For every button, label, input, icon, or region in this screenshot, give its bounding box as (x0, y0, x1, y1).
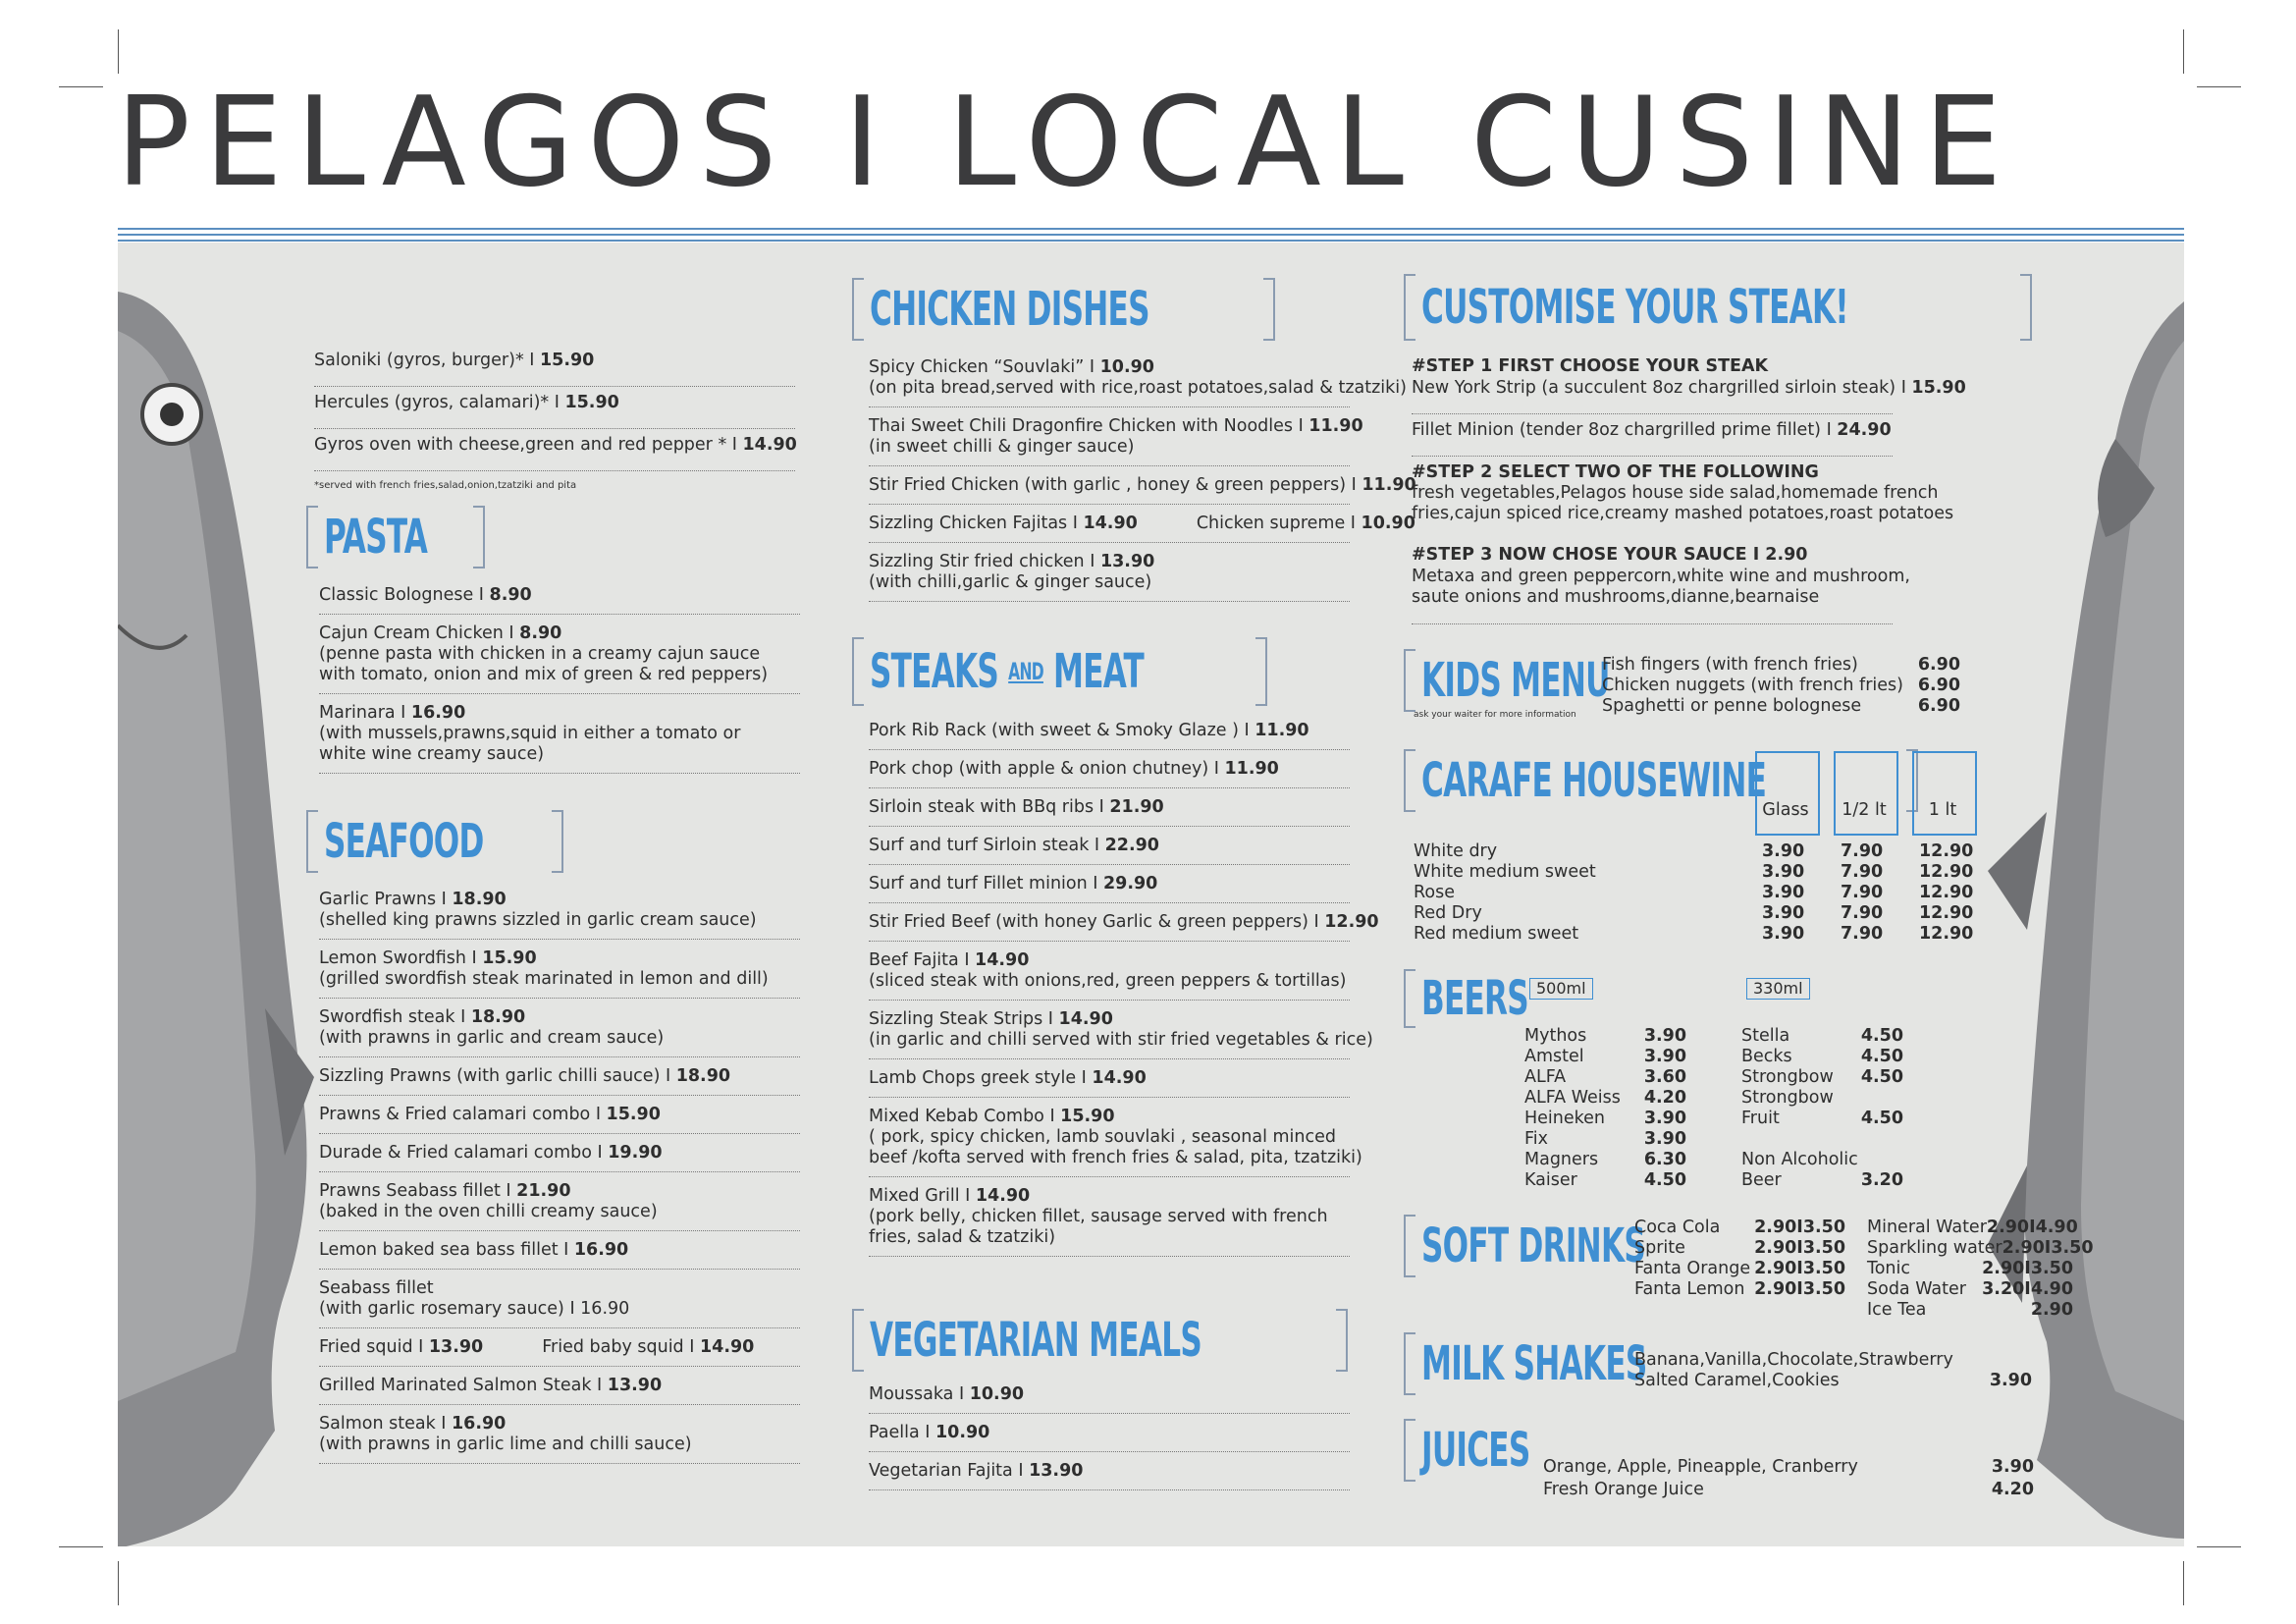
step-1-heading: #STEP 1 FIRST CHOOSE YOUR STEAK (1412, 356, 1769, 376)
menu-item: Beer 3.20 (1741, 1170, 1903, 1190)
wine-size-label: 1/2 lt (1842, 800, 1887, 820)
column-right (118, 243, 2094, 1546)
dotted-divider (1412, 413, 1893, 414)
wine-size-label: Glass (1762, 800, 1809, 820)
wine-price: 7.90 (1841, 883, 1884, 902)
menu-item: Lemon Swordfish I 15.90 (319, 948, 537, 968)
fish-illustration-right (1988, 301, 2184, 1539)
wine-size-box (1755, 751, 1820, 836)
menu-item: Strongbow 4.50 (1741, 1067, 1903, 1087)
wine-price: 7.90 (1841, 862, 1884, 882)
crop-mark (2197, 86, 2241, 87)
menu-item: Pork chop (with apple & onion chutney) I 11.90 (869, 759, 1279, 779)
menu-item-description: fries, salad & tzatziki) (869, 1227, 1056, 1247)
menu-item-description: (sliced steak with onions,red, green peppers & tortillas) (869, 971, 1347, 991)
menu-item-description: (with mussels,prawns,squid in either a tomato or (319, 724, 741, 743)
menu-item: Salmon steak I 16.90 (319, 1414, 507, 1434)
header-stripe (118, 234, 2184, 236)
menu-item: Garlic Prawns I 18.90 (319, 890, 507, 909)
wine-price: 3.90 (1762, 841, 1805, 861)
menu-item: Moussaka I 10.90 (869, 1384, 1025, 1404)
crop-mark (59, 1546, 103, 1547)
menu-item: Prawns Seabass fillet I 21.90 (319, 1181, 571, 1201)
menu-item: Lemon baked sea bass fillet I 16.90 (319, 1240, 629, 1260)
steak-option: Fillet Minion (tender 8oz chargrilled prime fillet) I 24.90 (1412, 420, 1892, 440)
menu-item: Sizzling Prawns (with garlic chilli sauce) I 18.90 (319, 1066, 731, 1086)
wine-size-box (1834, 751, 1898, 836)
header-stripe (118, 228, 2184, 230)
wine-price: 12.90 (1919, 903, 1974, 923)
menu-item: Tonic 2.90I3.50 (1867, 1259, 2073, 1278)
menu-item: Ice Tea 2.90 (1867, 1300, 2073, 1320)
menu-item: Stir Fried Chicken (with garlic , honey & green peppers) I 11.90 (869, 475, 1416, 495)
step-3-text: saute onions and mushrooms,dianne,bearnaise (1412, 587, 1820, 607)
wine-price: 7.90 (1841, 841, 1884, 861)
menu-item-description: with tomato, onion and mix of green & red peppers) (319, 665, 769, 684)
menu-item: Sirloin steak with BBq ribs I 21.90 (869, 797, 1164, 817)
menu-board (118, 243, 2184, 1546)
wine-price: 3.90 (1762, 862, 1805, 882)
section-header-vegetarian-meals: VEGETARIAN MEALS (852, 1309, 1348, 1372)
wine-price: 3.90 (1762, 924, 1805, 944)
menu-item: Sizzling Stir fried chicken I 13.90 (869, 552, 1155, 571)
menu-item: Swordfish steak I 18.90 (319, 1007, 526, 1027)
menu-item: Fanta Orange 2.90I3.50 (1634, 1259, 1845, 1278)
menu-item: Saloniki (gyros, burger)* I 15.90 (314, 351, 595, 370)
served-with-note: *served with french fries,salad,onion,tzatziki and pita (314, 480, 577, 491)
step-2-text: fresh vegetables,Pelagos house side salad,homemade french (1412, 483, 1939, 503)
wine-price: 12.90 (1919, 862, 1974, 882)
crop-mark (118, 29, 119, 74)
dotted-divider (1412, 623, 1893, 624)
step-2-heading: #STEP 2 SELECT TWO OF THE FOLLOWING (1412, 462, 1819, 482)
section-header-kids-menu: KIDS MENU (1404, 649, 1688, 712)
menu-item: Fruit 4.50 (1741, 1109, 1903, 1128)
menu-item: Kaiser 4.50 (1524, 1170, 1686, 1190)
menu-item: Hercules (gyros, calamari)* I 15.90 (314, 393, 619, 412)
section-header-pasta: PASTA (306, 506, 485, 568)
wine-name: Rose (1414, 883, 1455, 902)
menu-item: Prawns & Fried calamari combo I 15.90 (319, 1105, 661, 1124)
section-header-juices: JUICES (1404, 1419, 1577, 1482)
menu-item: Non Alcoholic (1741, 1150, 1858, 1169)
wine-name: Red medium sweet (1414, 924, 1579, 944)
step-3-text: Metaxa and green peppercorn,white wine and mushroom, (1412, 567, 1910, 586)
section-header-chicken-dishes: CHICKEN DISHES (852, 278, 1275, 341)
kids-note: ask your waiter for more information (1414, 710, 1576, 720)
menu-item: Fresh Orange Juice 4.20 (1543, 1480, 2034, 1499)
menu-item: ALFA Weiss 4.20 (1524, 1088, 1686, 1108)
section-header-customise-steak: CUSTOMISE YOUR STEAK! (1404, 274, 2032, 341)
menu-item: Fried squid I 13.90 Fried baby squid I 14.90 (319, 1337, 755, 1357)
menu-item-description: white wine creamy sauce) (319, 744, 545, 764)
menu-item-description: (shelled king prawns sizzled in garlic cream sauce) (319, 910, 757, 930)
milk-shake-flavours: Salted Caramel,Cookies 3.90 (1634, 1371, 2032, 1390)
crop-mark (59, 86, 103, 87)
dotted-divider (1412, 456, 1893, 457)
menu-item: Beef Fajita I 14.90 (869, 950, 1030, 970)
wine-price: 12.90 (1919, 883, 1974, 902)
menu-item: Grilled Marinated Salmon Steak I 13.90 (319, 1376, 663, 1395)
section-header-seafood: SEAFOOD (306, 810, 563, 873)
steaks-word: STEAKS (870, 644, 999, 699)
menu-item: Sizzling Chicken Fajitas I 14.90 Chicken supreme I 10.90 (869, 514, 1415, 533)
step-3-heading: #STEP 3 NOW CHOSE YOUR SAUCE I 2.90 (1412, 545, 1808, 565)
and-word: AND (1008, 658, 1043, 685)
menu-item: Chicken nuggets (with french fries) 6.90 (1602, 676, 1960, 695)
menu-item-description: (penne pasta with chicken in a creamy cajun sauce (319, 644, 761, 664)
menu-item: Surf and turf Sirloin steak I 22.90 (869, 836, 1159, 855)
menu-item: Fanta Lemon 2.90I3.50 (1634, 1279, 1845, 1299)
menu-item: Orange, Apple, Pineapple, Cranberry 3.90 (1543, 1457, 2034, 1477)
beer-size-500ml: 500ml (1529, 978, 1593, 1000)
menu-item: Soda Water 3.20I4.90 (1867, 1279, 2073, 1299)
wine-price: 7.90 (1841, 903, 1884, 923)
menu-item-description: (with prawns in garlic lime and chilli sauce) (319, 1435, 692, 1454)
menu-item: Mythos 3.90 (1524, 1026, 1686, 1046)
section-header-milk-shakes: MILK SHAKES (1404, 1332, 1740, 1395)
menu-item: Amstel 3.90 (1524, 1047, 1686, 1066)
menu-item: Durade & Fried calamari combo I 19.90 (319, 1143, 663, 1163)
menu-item: Seabass fillet (319, 1278, 434, 1298)
menu-item: Heineken 3.90 (1524, 1109, 1686, 1128)
menu-item: Sprite 2.90I3.50 (1634, 1238, 1845, 1258)
wine-name: White dry (1414, 841, 1498, 861)
menu-item: Gyros oven with cheese,green and red pepper * I 14.90 (314, 435, 797, 455)
menu-item-description: (with prawns in garlic and cream sauce) (319, 1028, 665, 1048)
menu-item-description: (baked in the oven chilli creamy sauce) (319, 1202, 658, 1221)
menu-item: Mixed Kebab Combo I 15.90 (869, 1107, 1115, 1126)
header-stripe (118, 240, 2184, 242)
milk-shake-flavours: Banana,Vanilla,Chocolate,Strawberry (1634, 1350, 1953, 1370)
menu-item: Becks 4.50 (1741, 1047, 1903, 1066)
menu-item-description: (with garlic rosemary sauce) I 16.90 (319, 1299, 630, 1319)
menu-item-description: beef /kofta served with french fries & salad, pita, tzatziki) (869, 1148, 1362, 1167)
menu-item: Mixed Grill I 14.90 (869, 1186, 1031, 1206)
menu-item: Marinara I 16.90 (319, 703, 466, 723)
crop-mark (118, 1561, 119, 1605)
menu-item: Spicy Chicken “Souvlaki” I 10.90 (869, 357, 1154, 377)
step-2-text: fries,cajun spiced rice,creamy mashed potatoes,roast potatoes (1412, 504, 1954, 523)
wine-price: 3.90 (1762, 903, 1805, 923)
section-header-soft-drinks: SOFT DRINKS (1404, 1215, 1738, 1277)
steak-option: New York Strip (a succulent 8oz chargrilled sirloin steak) I 15.90 (1412, 378, 1966, 398)
page-title: PELAGOS I LOCAL CUSINE (116, 70, 2016, 214)
wine-price: 12.90 (1919, 841, 1974, 861)
crop-mark (2183, 29, 2184, 74)
wine-size-label: 1 lt (1928, 800, 1957, 820)
menu-item: Strongbow (1741, 1088, 1834, 1108)
menu-item: Mineral Water 2.90I4.90 (1867, 1218, 2078, 1237)
wine-name: Red Dry (1414, 903, 1482, 923)
menu-item: Sizzling Steak Strips I 14.90 (869, 1009, 1113, 1029)
wine-size-box (1912, 751, 1977, 836)
menu-item: Cajun Cream Chicken I 8.90 (319, 623, 562, 643)
menu-item: ALFA 3.60 (1524, 1067, 1686, 1087)
menu-item: Coca Cola 2.90I3.50 (1634, 1218, 1845, 1237)
wine-price: 7.90 (1841, 924, 1884, 944)
menu-item-description: (pork belly, chicken fillet, sausage served with french (869, 1207, 1328, 1226)
menu-item-description: ( pork, spicy chicken, lamb souvlaki , seasonal minced (869, 1127, 1336, 1147)
menu-item-description: (grilled swordfish steak marinated in lemon and dill) (319, 969, 769, 989)
wine-name: White medium sweet (1414, 862, 1596, 882)
section-header-beers: BEERS (1404, 969, 1575, 1028)
beer-size-330ml: 330ml (1746, 978, 1810, 1000)
menu-item: Classic Bolognese I 8.90 (319, 585, 532, 605)
menu-item: Vegetarian Fajita I 13.90 (869, 1461, 1084, 1481)
menu-item: Surf and turf Fillet minion I 29.90 (869, 874, 1158, 893)
menu-item: Fish fingers (with french fries) 6.90 (1602, 655, 1960, 675)
menu-item: Fix 3.90 (1524, 1129, 1686, 1149)
menu-item: Stir Fried Beef (with honey Garlic & green peppers) I 12.90 (869, 912, 1379, 932)
menu-item: Magners 6.30 (1524, 1150, 1686, 1169)
menu-item: Stella 4.50 (1741, 1026, 1903, 1046)
meat-word: MEAT (1053, 644, 1144, 699)
menu-item-description: (with chilli,garlic & ginger sauce) (869, 572, 1152, 592)
crop-mark (2183, 1561, 2184, 1605)
menu-item-description: (in sweet chilli & ginger sauce) (869, 437, 1135, 457)
menu-item: Paella I 10.90 (869, 1423, 990, 1442)
wine-price: 3.90 (1762, 883, 1805, 902)
wine-price: 12.90 (1919, 924, 1974, 944)
menu-item: Lamb Chops greek style I 14.90 (869, 1068, 1147, 1088)
menu-item: Pork Rib Rack (with sweet & Smoky Glaze ) I 11.90 (869, 721, 1309, 740)
menu-item-description: (in garlic and chilli served with stir fried vegetables & rice) (869, 1030, 1373, 1050)
menu-item: Sparkling water 2.90I3.50 (1867, 1238, 2094, 1258)
menu-item-description: (on pita bread,served with rice,roast potatoes,salad & tzatziki) (869, 378, 1407, 398)
section-header-carafe-housewine: CARAFE HOUSEWINE (1404, 749, 1918, 812)
menu-item: Spaghetti or penne bolognese 6.90 (1602, 696, 1960, 716)
crop-mark (2197, 1546, 2241, 1547)
menu-item: Thai Sweet Chili Dragonfire Chicken with Noodles I 11.90 (869, 416, 1363, 436)
